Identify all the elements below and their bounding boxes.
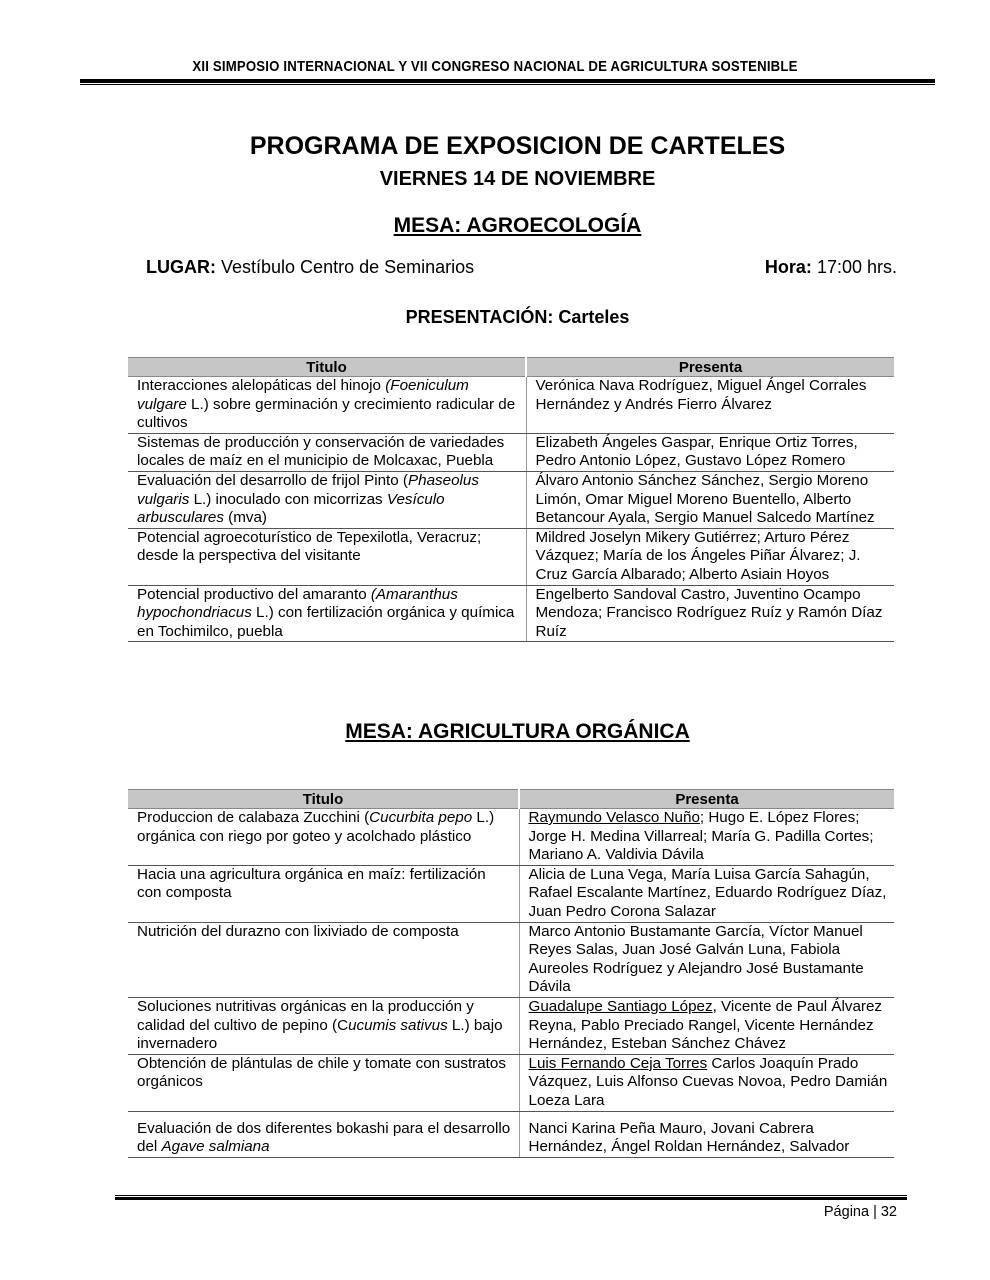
cell-text: L.) sobre germinación y crecimiento radicular de cultivos xyxy=(137,395,516,432)
cell-titulo xyxy=(128,471,526,528)
cell-titulo xyxy=(128,922,519,997)
presentacion-heading: PRESENTACIÓN: Carteles xyxy=(405,307,630,327)
cell-text: Alicia de Luna Vega, María Luisa García Sahagún, Rafael Escalante Martínez, Eduardo Rodríguez Díaz, Juan Pedro Corona Salazar xyxy=(528,865,887,920)
cell-text: , Vicente de Paul Álvarez Reyna, Pablo Preciado Rangel, Vicente Hernández Hernández, Esteban Sánchez Chávez xyxy=(528,997,883,1053)
cell-text: Evaluación de dos diferentes bokashi para el desarrollo del xyxy=(137,1119,511,1156)
cell-presenta xyxy=(519,1054,894,1111)
agroecologia-table xyxy=(128,357,894,642)
cell-text: Guadalupe Santiago López xyxy=(528,997,713,1015)
cell-presenta xyxy=(519,865,894,922)
agricultura-organica-table xyxy=(128,789,894,1158)
header-rule-thin xyxy=(80,84,935,85)
mesa-heading-agricultura-organica: MESA: AGRICULTURA ORGÁNICA xyxy=(345,720,690,743)
table-row xyxy=(128,585,894,642)
cell-text: Engelberto Sandoval Castro, Juventino Ocampo Mendoza; Francisco Rodríguez Ruíz y Ramón Díaz Ruíz xyxy=(535,585,883,640)
footer-rule-thin xyxy=(115,1195,907,1196)
cell-text: L.) bajo invernadero xyxy=(137,1016,503,1053)
cell-text: Nanci Karina Peña Mauro, Jovani Cabrera Hernández, Ángel Roldan Hernández, Salvador xyxy=(528,1119,850,1156)
cell-text: Raymundo Velasco Nuño xyxy=(528,809,700,826)
cell-presenta xyxy=(519,922,894,997)
cell-titulo xyxy=(128,433,526,471)
table-row xyxy=(128,865,894,922)
table-row xyxy=(128,377,894,434)
cell-text: Evaluación del desarrollo de frijol Pinto ( xyxy=(137,471,408,489)
cell-text: (Foeniculum vulgare xyxy=(137,377,469,413)
cell-text: Hacia una agricultura orgánica en maíz: fertilización con composta xyxy=(137,865,486,902)
document-title: PROGRAMA DE EXPOSICION DE CARTELES xyxy=(249,132,786,160)
cell-text: Elizabeth Ángeles Gaspar, Enrique Ortiz Torres, Pedro Antonio López, Gustavo López Romero xyxy=(535,433,858,470)
cell-text: Cucurbita pepo xyxy=(369,809,473,826)
cell-presenta xyxy=(526,528,894,585)
cell-titulo xyxy=(128,997,519,1054)
cell-text: Obtención de plántulas de chile y tomate con sustratos orgánicos xyxy=(137,1054,506,1091)
column-header-presenta: Presenta xyxy=(519,790,894,809)
cell-presenta xyxy=(526,471,894,528)
table-row xyxy=(128,1054,894,1111)
cell-titulo xyxy=(128,528,526,585)
cell-text: Álvaro Antonio Sánchez Sánchez, Sergio Moreno Limón, Omar Miguel Moreno Buentello, Alberto Betancour Ayala, Sergio Manuel Salcedo Martínez xyxy=(535,471,875,527)
cell-presenta xyxy=(526,585,894,642)
cell-titulo xyxy=(128,1054,519,1111)
table-row xyxy=(128,1111,894,1157)
lugar-label: LUGAR: xyxy=(146,257,216,277)
cell-text: Agave salmiana xyxy=(161,1138,270,1156)
table-row xyxy=(128,922,894,997)
hora-label: Hora: xyxy=(764,257,812,277)
page-number: Página | 32 xyxy=(823,1204,897,1220)
cell-titulo xyxy=(128,809,519,866)
cell-text: Interacciones alelopáticas del hinojo xyxy=(137,377,386,394)
cell-text: Carlos Joaquín Prado Vázquez, Luis Alfonso Cuevas Novoa, Pedro Damián Loeza Lara xyxy=(528,1054,888,1109)
cell-text: Produccion de calabaza Zucchini ( xyxy=(137,809,370,826)
cell-text: Phaseolus vulgaris xyxy=(137,471,479,508)
table-row xyxy=(128,433,894,471)
cell-text: Soluciones nutritivas orgánicas en la producción y calidad del cultivo de pepino (C xyxy=(137,997,474,1034)
cell-titulo xyxy=(128,377,526,434)
running-header: XII SIMPOSIO INTERNACIONAL Y VII CONGRESO NACIONAL DE AGRICULTURA SOSTENIBLE xyxy=(192,58,798,75)
lugar-line xyxy=(146,257,474,278)
table-row xyxy=(128,528,894,585)
cell-text: L.) orgánica con riego por goteo y acolchado plástico xyxy=(137,809,495,845)
cell-presenta xyxy=(519,809,894,866)
cell-text: Potencial agroecoturístico de Tepexilotla, Veracruz; desde la perspectiva del visitante xyxy=(137,528,482,565)
cell-text: Mildred Joselyn Mikery Gutiérrez; Arturo Pérez Vázquez; María de los Ángeles Piñar Álvarez; J. Cruz García Albarado; Alberto Asiain Hoyos xyxy=(535,528,861,583)
column-header-titulo: Titulo xyxy=(128,790,519,809)
cell-text: Luis Fernando Ceja Torres xyxy=(528,1054,708,1072)
cell-text: Verónica Nava Rodríguez, Miguel Ángel Corrales Hernández y Andrés Fierro Álvarez xyxy=(535,377,867,413)
cell-text: L.) inoculado con micorrizas xyxy=(189,490,387,508)
cell-text: Vesículo arbusculares xyxy=(137,490,445,527)
column-header-presenta: Presenta xyxy=(526,358,894,377)
cell-presenta xyxy=(526,433,894,471)
table-row xyxy=(128,997,894,1054)
cell-presenta xyxy=(519,1111,894,1157)
cell-text: L.) con fertilización orgánica y química en Tochimilco, puebla xyxy=(137,604,515,640)
cell-titulo xyxy=(128,1111,519,1157)
cell-text: (mva) xyxy=(223,509,267,527)
cell-text: Potencial productivo del amaranto xyxy=(137,585,371,603)
cell-text: Sistemas de producción y conservación de variedades locales de maíz en el municipio de Molcaxac, Puebla xyxy=(137,433,505,470)
mesa-heading-agroecologia: MESA: AGROECOLOGÍA xyxy=(393,214,642,237)
table-row xyxy=(128,809,894,866)
cell-titulo xyxy=(128,585,526,642)
cell-text: ucumis sativus xyxy=(348,1016,448,1034)
cell-text: Nutrición del durazno con lixiviado de composta xyxy=(137,922,459,940)
table-row xyxy=(128,471,894,528)
header-rule xyxy=(80,79,935,83)
cell-titulo xyxy=(128,865,519,922)
cell-text: (Amaranthus hypochondriacus xyxy=(137,585,458,622)
cell-text: Marco Antonio Bustamante García, Víctor Manuel Reyes Salas, Juan José Galván Luna, Fabiola Aureoles Rodríguez y Alejandro José Bustamante Dávila xyxy=(528,922,864,996)
cell-text: ; Hugo E. López Flores; Jorge H. Medina Villarreal; María G. Padilla Cortes; Mariano A. Valdivia Dávila xyxy=(528,809,874,864)
hora-value: 17:00 hrs. xyxy=(811,257,897,277)
lugar-value: Vestíbulo Centro de Seminarios xyxy=(216,257,475,277)
hora-line xyxy=(765,257,897,278)
document-date: VIERNES 14 DE NOVIEMBRE xyxy=(379,168,656,190)
cell-presenta xyxy=(519,997,894,1054)
cell-presenta xyxy=(526,377,894,434)
footer-rule xyxy=(115,1197,907,1200)
column-header-titulo: Titulo xyxy=(128,358,526,377)
